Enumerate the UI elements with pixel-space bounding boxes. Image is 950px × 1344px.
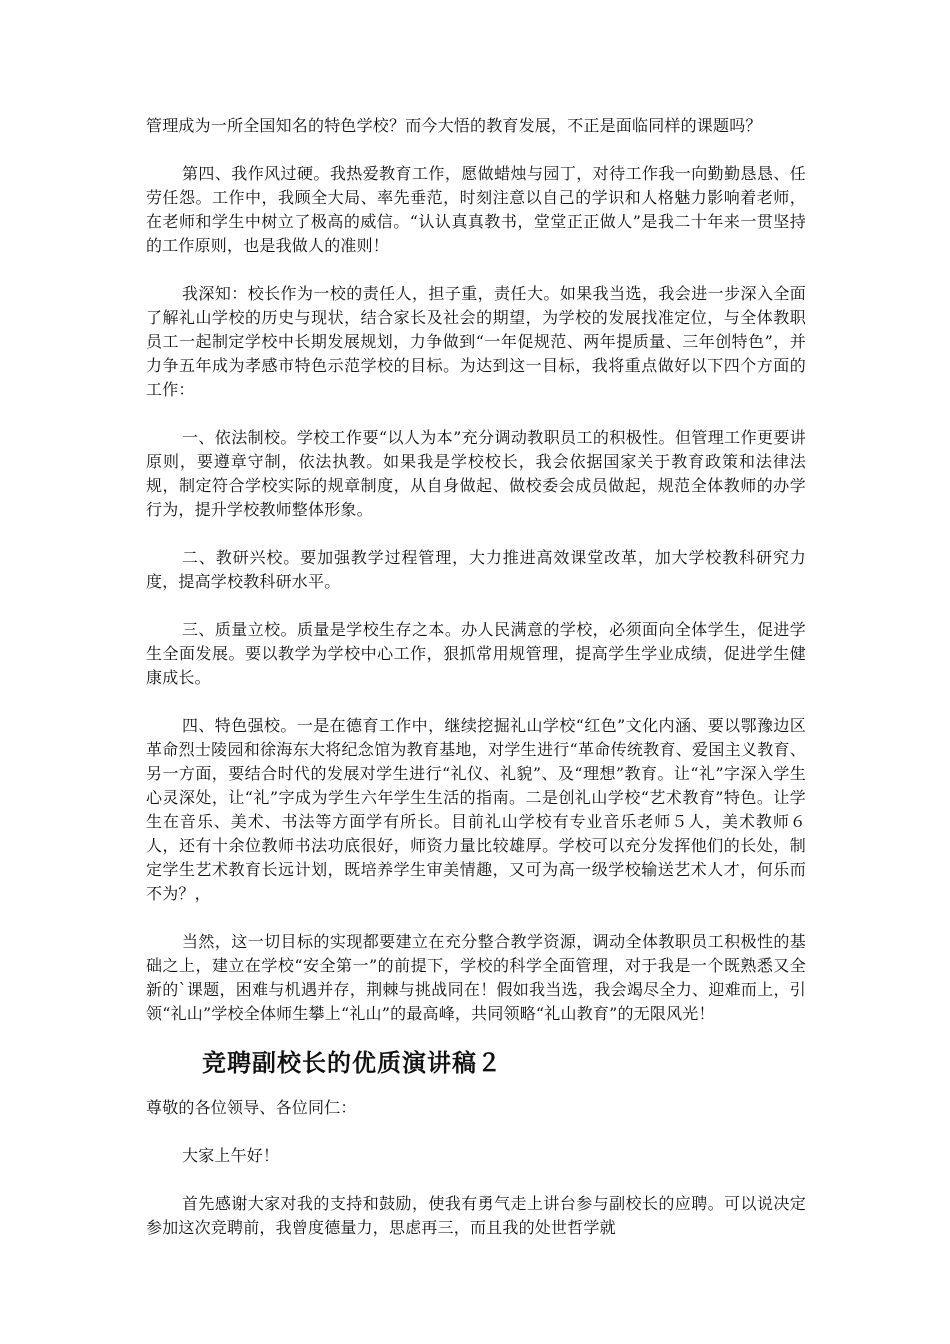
- paragraph-last: 首先感谢大家对我的支持和鼓励，使我有勇气走上讲台参与副校长的应聘。可以说决定参加这次竞聘前，我曾度德量力，思虑再三，而且我的处世哲学就: [146, 1194, 806, 1237]
- document-page: [146, 114, 806, 1240]
- salutation: 尊敬的各位领导、各位同仁：: [146, 1098, 357, 1117]
- paragraph-4: 一、依法制校。学校工作要“以人为本”充分调动教职员工的积极性。但管理工作更要讲原则，要遵章守制，依法执教。如果我是学校校长，我会依据国家关于教育政策和法律法规，制定符合学校实际的规章制度，从自身做起、做校委会成员做起，规范全体教师的办学行为，提升学校教师整体形象。: [146, 428, 806, 519]
- paragraph-5: 二、教研兴校。要加强教学过程管理，大力推进高效课堂改革，加大学校教科研究力度，提高学校教科研水平。: [146, 548, 806, 591]
- paragraph-1: 管理成为一所全国知名的特色学校？而今大悟的教育发展，不正是面临同样的课题吗？: [146, 116, 762, 135]
- greeting: 大家上午好！: [182, 1146, 280, 1165]
- paragraph-6: 三、质量立校。质量是学校生存之本。办人民满意的学校，必须面向全体学生，促进学生全面发展。要以教学为学校中心工作，狠抓常用规管理，提高学生学业成绩，促进学生健康成长。: [146, 620, 806, 687]
- paragraph-7: 四、特色强校。一是在德育工作中，继续挖掘礼山学校“红色”文化内涵、要以鄂豫边区革命烈士陵园和徐海东大将纪念馆为教育基地，对学生进行“革命传统教育、爱国主义教育、另一方面，要结合时代的发展对学生进行“礼仪、礼貌”、及“理想”教育。让“礼”字深入学生心灵深处，让“礼”字成为学生六年学生生活的指南。二是创礼山学校“艺术教育”特色。让学生在音乐、美术、书法等方面学有所长。目前礼山学校有专业音乐老师５人，美术教师６人，还有十余位教师书法功底很好，师资力量比较雄厚。学校可以充分发挥他们的长处，制定学生艺术教育长远计划，既培养学生审美情趣，又可为高一级学校输送艺术人才，何乐而不为？，: [146, 716, 806, 903]
- paragraph-3: 我深知：校长作为一校的责任人，担子重，责任大。如果我当选，我会进一步深入全面了解礼山学校的历史与现状，结合家长及社会的期望，为学校的发展找准定位，与全体教职员工一起制定学校中长期发展规划，力争做到“一年促规范、两年提质量、三年创特色”，并力争五年成为孝感市特色示范学校的目标。为达到这一目标，我将重点做好以下四个方面的工作：: [146, 284, 806, 399]
- paragraph-8: 当然，这一切目标的实现都要建立在充分整合教学资源，调动全体教职员工积极性的基础之上，建立在学校“安全第一”的前提下，学校的科学全面管理，对于我是一个既熟悉又全新的`课题，困难与机遇并存，荆棘与挑战同在！假如我当选，我会竭尽全力、迎难而上，引领“礼山”学校全体师生攀上“礼山”的最高峰，共同领略“礼山教育”的无限风光！: [146, 932, 806, 1023]
- paragraph-2: 第四、我作风过硬。我热爱教育工作，愿做蜡烛与园丁，对待工作我一向勤勤恳恳、任劳任怨。工作中，我顾全大局、率先垂范，时刻注意以自己的学识和人格魅力影响着老师，在老师和学生中树立了极高的威信。“认认真真教书，堂堂正正做人”是我二十年来一贯坚持的工作原则，也是我做人的准则！: [146, 164, 806, 255]
- section-heading: 竞聘副校长的优质演讲稿２: [202, 1048, 502, 1077]
